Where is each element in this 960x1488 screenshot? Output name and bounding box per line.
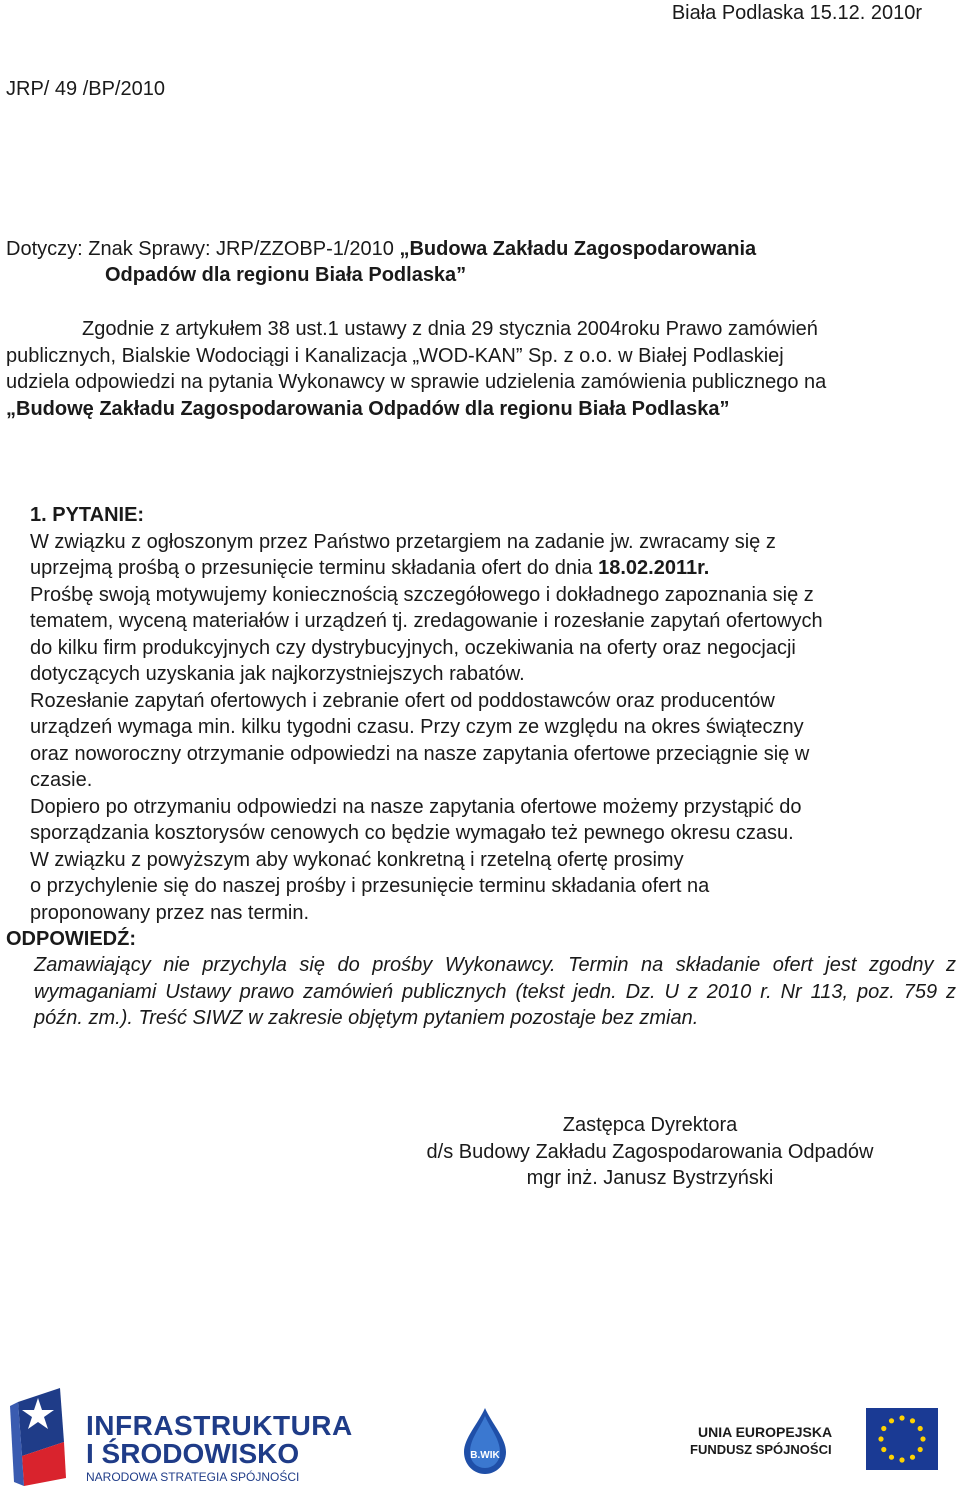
intro-line: udziela odpowiedzi na pytania Wykonawcy w sprawie udzielenia zamówienia publicznego na [6, 371, 827, 393]
question-line: dotyczących uzyskania jak najkorzystniejszych rabatów. [30, 663, 525, 685]
signature-department: d/s Budowy Zakładu Zagospodarowania Odpadów [426, 1140, 874, 1163]
subject-title-line2: Odpadów dla regionu Biała Podlaska” [105, 264, 467, 286]
footer-logos [0, 1378, 960, 1488]
question-line: W związku z powyższym aby wykonać konkretną i rzetelną ofertę prosimy [30, 848, 684, 871]
logo3-line2: FUNDUSZ SPÓJNOŚCI [690, 1442, 832, 1457]
question-label: 1. PYTANIE: [30, 504, 145, 526]
question-line [30, 555, 950, 582]
intro-project-title: „Budowę Zakładu Zagospodarowania Odpadów dla regionu Biała Podlaska” [6, 397, 730, 420]
logo2-text: B.WIK [470, 1450, 500, 1461]
question-line: Dopiero po otrzymaniu odpowiedzi na nasze zapytania ofertowe możemy przystąpić do [30, 795, 802, 818]
signature-block [390, 1112, 910, 1192]
subject-line [6, 236, 756, 263]
intro-line: Zgodnie z artykułem 38 ust.1 ustawy z dnia 29 stycznia 2004roku Prawo zamówień [82, 318, 818, 340]
document-date: Biała Podlaska 15.12. 2010r [671, 2, 922, 24]
question-line: o przychylenie się do naszej prośby i przesunięcie terminu składania ofert na [30, 875, 710, 897]
logo1-line2: I ŚRODOWISKO [86, 1438, 300, 1469]
subject-prefix: Dotyczy: Znak Sprawy: JRP/ZZOBP-1/2010 [6, 238, 400, 260]
question-line: oraz noworoczny otrzymanie odpowiedzi na nasze zapytania ofertowe przeciągnie się w [30, 742, 810, 765]
intro-line: publicznych, Bialskie Wodociągi i Kanalizacja „WOD-KAN” Sp. z o.o. w Białej Podlaskiej [6, 344, 784, 367]
question-line: urządzeń wymaga min. kilku tygodni czasu. Przy czym ze względu na okres świąteczny [30, 716, 804, 738]
eu-flag-icon [866, 1408, 938, 1470]
question-line: Prośbę swoją motywujemy koniecznością szczegółowego i dokładnego zapoznania się z [30, 583, 814, 606]
logo3-line1: UNIA EUROPEJSKA [698, 1424, 833, 1440]
water-drop-icon [462, 1406, 508, 1476]
logo1-line1: INFRASTRUKTURA [86, 1410, 353, 1441]
question-line: proponowany przez nas termin. [30, 901, 310, 924]
question-line: tematem, wyceną materiałów i urządzeń tj. zredagowanie i rozesłanie zapytań ofertowych [30, 610, 823, 632]
question-block [30, 502, 950, 926]
question-deadline: 18.02.2011r. [598, 557, 710, 579]
answer-text: Zamawiający nie przychyla się do prośby Wykonawcy. Termin na składanie ofert jest zgodny z wymaganiami Ustawy prawo zamówień publicznych (tekst jedn. Dz. U z 2010 r. Nr 113, poz. 759 z późn. zm.). Treść SIWZ w zakresie objętym pytaniem pozostaje bez zmian. [34, 954, 956, 1029]
subject-title-line1: „Budowa Zakładu Zagospodarowania [399, 238, 757, 260]
question-line: sporządzania kosztorysów cenowych co będzie wymagało też pewnego okresu czasu. [30, 822, 794, 844]
eu-logo [690, 1408, 950, 1478]
infrastruktura-logo [8, 1382, 353, 1486]
question-line: do kilku firm produkcyjnych czy dystrybucyjnych, oczekiwania na oferty oraz negocjacji [30, 636, 796, 659]
intro-paragraph [6, 316, 956, 422]
question-line-text: uprzejmą prośbą o przesunięcie terminu składania ofert do dnia [30, 557, 599, 579]
question-line: W związku z ogłoszonym przez Państwo przetargiem na zadanie jw. zwracamy się z [30, 530, 776, 553]
answer-label: ODPOWIEDŹ: [6, 928, 136, 950]
logo1-line3: NARODOWA STRATEGIA SPÓJNOŚCI [86, 1470, 300, 1484]
bwik-logo [462, 1406, 508, 1476]
document-reference: JRP/ 49 /BP/2010 [6, 78, 165, 100]
signature-role: Zastępca Dyrektora [562, 1114, 738, 1136]
signature-name: mgr inż. Janusz Bystrzyński [526, 1167, 774, 1189]
flag-star-icon [8, 1382, 70, 1486]
question-line: czasie. [30, 769, 93, 791]
question-line: Rozesłanie zapytań ofertowych i zebranie ofert od poddostawców oraz producentów [30, 689, 775, 712]
